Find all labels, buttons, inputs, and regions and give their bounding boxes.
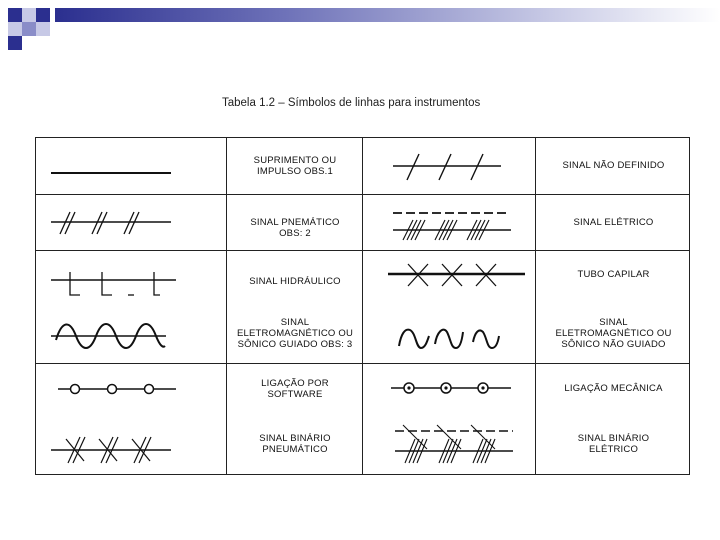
pneumatic-signal-icon [36, 194, 226, 250]
software-link-icon [36, 363, 226, 419]
row-label: SINAL PNEMÁTICO OBS: 2 [250, 217, 340, 239]
header-gradient-bar [55, 8, 720, 22]
solid-line-icon [36, 138, 226, 194]
capillary-tube-icon [363, 250, 553, 306]
binary-pneumatic-icon [36, 419, 226, 475]
undefined-signal-icon [363, 138, 553, 194]
row-label: SINAL NÃO DEFINIDO [562, 160, 665, 171]
row-label: SINAL HIDRÁULICO [249, 276, 341, 287]
row-label: SUPRIMENTO OU IMPULSO OBS.1 [253, 155, 337, 177]
guided-wave-icon [36, 306, 226, 362]
header-square [22, 22, 36, 36]
row-label: SINAL ELÉTRICO [573, 217, 654, 228]
unguided-wave-icon [363, 306, 553, 362]
right-symbol-table [362, 137, 690, 475]
row-label: LIGAÇÃO MECÂNICA [564, 383, 663, 394]
header-square [8, 36, 22, 50]
row-label: SINAL ELETROMAGNÉTICO OU SÔNICO NÃO GUIADO [555, 317, 672, 350]
mechanical-link-icon [363, 363, 553, 419]
column-divider [226, 138, 227, 474]
row-label: LIGAÇÃO POR SOFTWARE [261, 378, 329, 400]
header-square [8, 22, 22, 36]
electric-signal-icon [363, 194, 553, 250]
row-label: SINAL BINÁRIO PNEUMÁTICO [259, 433, 331, 455]
slide-header-decoration [0, 0, 720, 50]
binary-electric-icon [363, 419, 553, 475]
header-square [8, 8, 22, 22]
page-title: Tabela 1.2 – Símbolos de linhas para instrumentos [222, 97, 481, 109]
header-square [36, 22, 50, 36]
header-square [22, 8, 36, 22]
header-square [36, 8, 50, 22]
row-label: SINAL BINÁRIO ELÉTRICO [577, 433, 650, 455]
row-label: SINAL ELETROMAGNÉTICO OU SÔNICO GUIADO OBS: 3 [236, 317, 354, 350]
row-label: TUBO CAPILAR [577, 269, 650, 280]
hydraulic-signal-icon [36, 250, 226, 306]
left-symbol-table [35, 137, 363, 475]
